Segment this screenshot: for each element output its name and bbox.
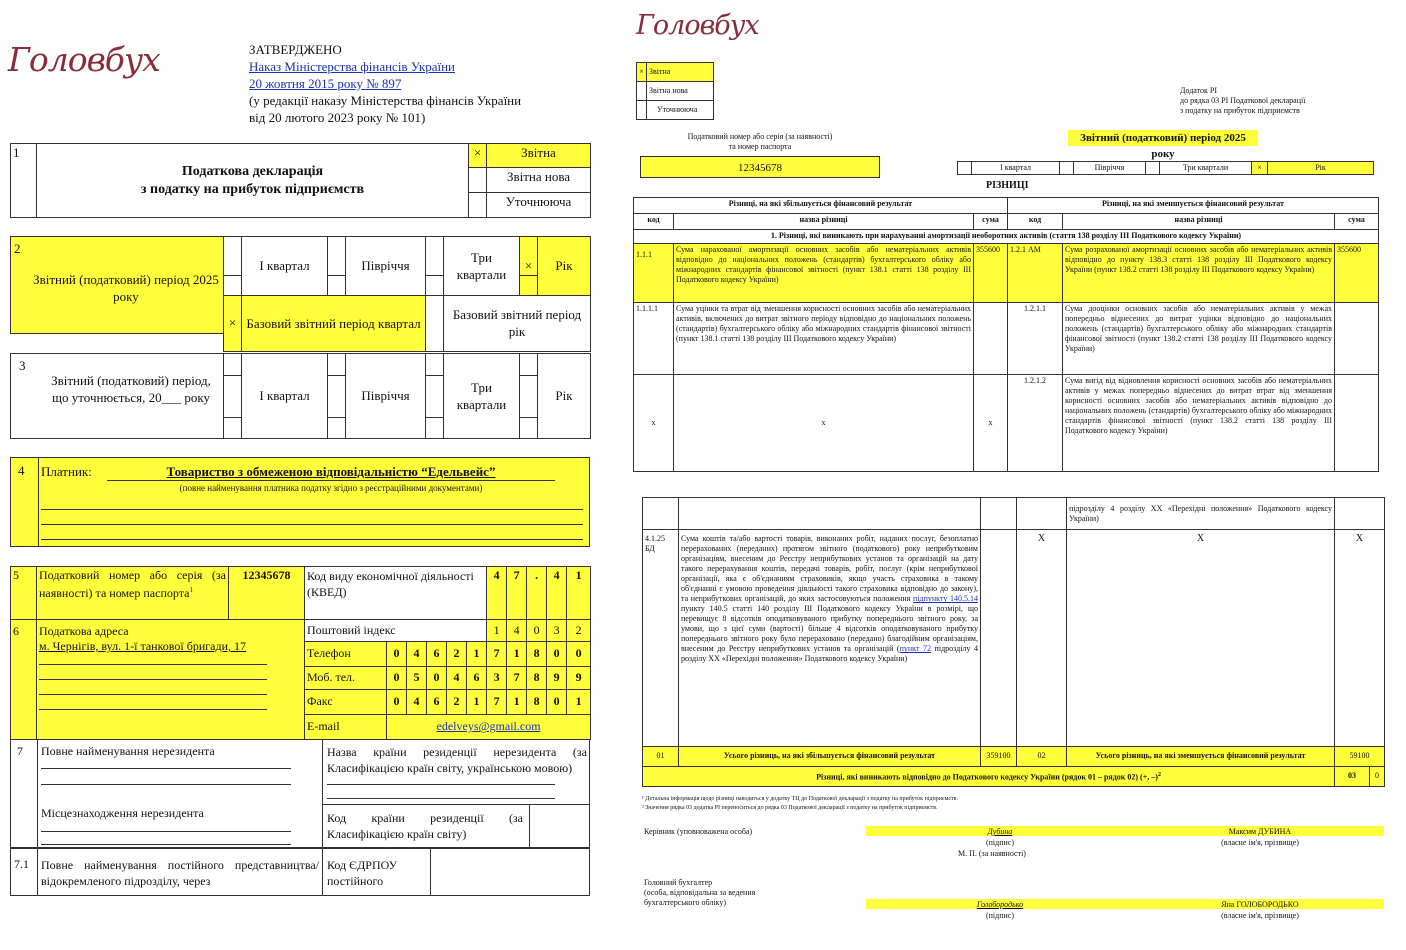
annex-l2: до рядка 03 РІ Податкової декларації <box>1180 96 1306 105</box>
section-71-box <box>10 848 590 896</box>
r425-x-1: X <box>1017 530 1067 746</box>
differences-table <box>633 197 1379 472</box>
revision-line-1: (у редакції наказу Міністерства фінансів України <box>249 93 522 108</box>
revision-line-2: від 20 лютого 2023 року № 101) <box>249 110 426 125</box>
section-6-num: 6 <box>11 619 37 739</box>
accountant-l1: Головний бухгалтер <box>644 878 713 887</box>
representative-label: Повне найменування постійного представництва/відокремленого підрозділу, через <box>41 858 319 888</box>
mobile-digit: 7 <box>507 666 527 689</box>
phone-digit: 4 <box>407 642 427 666</box>
kved-digit: . <box>527 567 547 620</box>
type-new-checkbox[interactable] <box>469 168 487 193</box>
section-3-table <box>223 353 591 439</box>
mobile-digit: 8 <box>527 666 547 689</box>
fax-digit: 6 <box>427 690 447 714</box>
r425-code: 4.1.25 БД <box>643 530 679 746</box>
head-signature: Дубина <box>987 827 1013 836</box>
r2-text: Сума уцінки та втрат від зменшення корисності основних засобів або нематеріальних активів, включених до витрат звітного періоду відповідно до національних положень (стандартів) бухгалтерського обліку або міжнародних стандартів фінансової звітності (пункт 138.1 статті 138 розділу ІІІ Податкового кодексу України) <box>674 303 974 375</box>
accountant-l2: (особа, відповідальна за ведення <box>644 888 756 897</box>
fax-digit: 0 <box>547 690 567 714</box>
payer-name-note: (повне найменування платника податку згідно з реєстраційними документами) <box>179 483 483 493</box>
rp-half: Півріччя <box>1074 162 1146 175</box>
phone-digit: 1 <box>467 642 487 666</box>
section-7-num: 7 <box>17 744 23 758</box>
final-sup: 2 <box>1157 772 1161 779</box>
s2-base-year: Базовий звітний період рік <box>444 295 591 351</box>
order-link[interactable]: Наказ Міністерства фінансів України <box>249 59 455 74</box>
differences-title: РІЗНИЦІ <box>986 180 1029 191</box>
r425-x-2: X <box>1067 530 1335 746</box>
declaration-title-1: Податкова декларація <box>181 163 324 179</box>
rp-q3: Три квартали <box>1160 162 1252 175</box>
final-label: Різниці, які виникають відповідно до Податкового кодексу України (рядок 01 – рядок 02) (+, –) <box>816 772 1158 782</box>
taxnum-label-2: та номер паспорта <box>728 142 792 151</box>
phone-digit: 0 <box>387 642 407 666</box>
annex-note <box>1180 86 1305 116</box>
section-71-num: 7.1 <box>14 857 29 871</box>
tax-address-label: Податкова адреса <box>39 623 129 638</box>
golovbukh-logo-right: Головбух <box>636 10 759 41</box>
total-inc-code: 01 <box>643 746 679 766</box>
email-link[interactable]: edelveys@gmail.com <box>387 714 591 739</box>
mobile-label: Моб. тел. <box>305 666 387 689</box>
col-sum: сума <box>974 213 1008 229</box>
kved-digit: 4 <box>487 567 507 620</box>
payer-label: Платник: <box>41 464 92 479</box>
r3-x-2: x <box>674 375 974 472</box>
phone-digit: 6 <box>427 642 447 666</box>
top-text: підрозділу 4 розділу ХХ «Перехідні положення» Податкового кодексу України) <box>1067 498 1335 530</box>
footnote-2: ² Значення рядка 03 додатка РІ переноситься до рядка 03 Податкової декларації з податку на прибуток підприємств. <box>642 805 938 811</box>
total-dec-sum: 59100 <box>1335 746 1385 766</box>
section-1-heading: 1. Різниці, які виникають при нарахуванні амортизації необоротних активів (стаття 138 розділу ІІІ Податкового кодексу України) <box>634 229 1379 244</box>
col-name-2: назва різниці <box>1063 213 1335 229</box>
nonresident-location-label: Місцезнаходження нерезидента <box>41 806 204 820</box>
approved-title: ЗАТВЕРДЖЕНО <box>249 42 342 57</box>
fax-digit: 7 <box>487 690 507 714</box>
type-new-label: Звітна нова <box>487 168 591 193</box>
fax-digit: 2 <box>447 690 467 714</box>
fax-digit: 1 <box>467 690 487 714</box>
report-type-mark[interactable]: × <box>637 63 647 82</box>
s2-q1: I квартал <box>242 237 328 296</box>
mobile-digit: 0 <box>387 666 407 689</box>
tax-number-value: 12345678 <box>229 567 305 620</box>
s3-year: Рік <box>538 354 591 439</box>
r3-code-2: 1.2.1.2 <box>1008 375 1063 472</box>
col-name: назва різниці <box>674 213 974 229</box>
postal-digit: 0 <box>527 619 547 641</box>
r425-text-b: пункту 140.5 статті 140 розділу ІІІ Податкового кодексу України в розмірі, що перевищує 8 відсотків оподатковуваного прибутку попереднього звітного року, за умови, що з цієї суми (вартості) більше 4 відсотків оподатковуваного прибутку попереднього звітного року було перераховано (передано) благодійним організаціям, внесеним до Реєстру неприбуткових установ та організацій ( <box>681 604 978 654</box>
phone-digit: 1 <box>507 642 527 666</box>
r1-text-2: Сума розрахованої амортизації основних засобів або нематеріальних активів відповідно до пункту 138.3 статті 138 розділу ІІІ Податкового кодексу України (пункт 138.2 статті 138 розділу ІІІ Податкового кодексу України) <box>1063 244 1335 303</box>
section-1-num: 1 <box>11 144 37 218</box>
section-1-table <box>10 143 591 218</box>
col-code-2: код <box>1008 213 1063 229</box>
s2-base-year-checkbox[interactable] <box>426 295 444 351</box>
r3-x-3: x <box>974 375 1008 472</box>
s2-base-quarter: Базовий звітний період квартал <box>242 295 426 351</box>
phone-label: Телефон <box>305 642 387 666</box>
report-type-1: Звітна <box>647 63 714 82</box>
section-2-table <box>223 236 591 352</box>
email-label: E-mail <box>305 714 387 739</box>
s3-q1: I квартал <box>242 354 328 439</box>
nonresident-name-label: Повне найменування нерезидента <box>41 744 215 758</box>
fax-digit: 4 <box>407 690 427 714</box>
type-clarifying-label: Уточнююча <box>487 193 591 218</box>
accountant-label <box>644 878 755 908</box>
mobile-digit: 6 <box>467 666 487 689</box>
mobile-digit: 4 <box>447 666 467 689</box>
report-type-3: Уточнююча <box>647 101 714 120</box>
mobile-digit: 5 <box>407 666 427 689</box>
phone-digit: 0 <box>567 642 591 666</box>
postal-label: Поштовий індекс <box>305 619 487 641</box>
mobile-digit: 9 <box>547 666 567 689</box>
report-type-table <box>636 62 714 120</box>
r425-text-a: Сума коштів та/або вартості товарів, виконаних робіт, наданих послуг, безоплатно перерахованих (переданих) протягом звітного (податкового) року неприбутковим організаціям, внесеним до Реєстру неприбуткових установ та організацій на дату такого перерахування коштів, передачі товарів, робіт, послуг (крім неприбуткової організації, яка є об'єднанням страховиків, якщо участь страховика в такому об'єднанні є умовою проведення діяльності такого страховика відповідно до закону), та неприбуткових організацій, до яких застосовуються положення <box>681 534 978 604</box>
period-table <box>957 161 1374 175</box>
fax-digit: 0 <box>387 690 407 714</box>
declaration-title-2: з податку на прибуток підприємств <box>140 181 365 197</box>
head-increase: Різниці, на які збільшується фінансовий результат <box>634 198 1008 214</box>
r1-code: 1.1.1 <box>634 244 674 303</box>
section-7-box <box>10 740 590 848</box>
seal-note: М. П. (за наявності) <box>958 849 1026 858</box>
report-type-2-checkbox[interactable] <box>637 82 647 101</box>
r425-link-2[interactable]: пункт 72 <box>899 644 931 654</box>
fax-label: Факс <box>305 690 387 714</box>
total-dec-label: Усього різниць, на які зменшується фінансовий результат <box>1067 746 1335 766</box>
payer-name[interactable]: Товариство з обмеженою відповідальністю “Едельвейс” <box>107 464 555 481</box>
s2-base-quarter-checkbox[interactable]: × <box>224 295 242 351</box>
taxnum-label-1: Податковий номер або серія (за наявності) <box>687 132 833 141</box>
type-clarifying-checkbox[interactable] <box>469 193 487 218</box>
kved-label: Код виду економічної діяльності (КВЕД) <box>305 567 487 620</box>
s2-q3: Три квартали <box>444 237 520 296</box>
phone-digit: 0 <box>547 642 567 666</box>
residence-country-label: Назва країни резиденції нерезидента (за Класифікацією країн світу, українською мовою) <box>327 745 587 775</box>
r1-code-2: 1.2.1 АМ <box>1008 244 1063 303</box>
report-type-2: Звітна нова <box>647 82 714 101</box>
rp-year-checkbox[interactable]: × <box>1252 162 1268 175</box>
annex-l3: з податку на прибуток підприємств <box>1180 106 1300 115</box>
r425-text <box>679 530 981 746</box>
postal-digit: 2 <box>567 619 591 641</box>
fax-digit: 1 <box>507 690 527 714</box>
report-type-3-checkbox[interactable] <box>637 101 647 120</box>
approval-block <box>249 41 521 126</box>
accountant-name-caption: (власне ім'я, прізвище) <box>1221 911 1299 920</box>
section-5-6-table <box>10 566 591 740</box>
final-value: 0 <box>1369 767 1384 786</box>
r2-code: 1.1.1.1 <box>634 303 674 375</box>
phone-digit: 2 <box>447 642 467 666</box>
order-date-link[interactable]: 20 жовтня 2015 року № 897 <box>249 76 402 91</box>
head-decrease: Різниці, на які зменшується фінансовий результат <box>1008 198 1379 214</box>
accountant-sig-caption: (підпис) <box>985 911 1014 920</box>
postal-digit: 1 <box>487 619 507 641</box>
accountant-signature: Голобородько <box>976 900 1024 909</box>
taxnum-label <box>640 132 880 152</box>
mobile-digit: 0 <box>427 666 447 689</box>
section-3-label-box <box>10 353 224 439</box>
total-inc-label: Усього різниць, на які збільшується фінансовий результат <box>679 746 981 766</box>
golovbukh-logo: Головбух <box>8 40 160 79</box>
kved-digit: 7 <box>507 567 527 620</box>
head-sig-caption: (підпис) <box>985 838 1014 847</box>
head-label: Керівник (уповноважена особа) <box>644 827 753 836</box>
r3-text-2: Сума вигід від відновлення корисності основних засобів або нематеріальних активів у межах попередньо віднесених до витрат втрат від зменшення корисності основних засобів або нематеріальних активів відповідно до національних положень (стандартів) бухгалтерського обліку або міжнародних стандартів фінансової звітності (пункт 138.2 статті 138 розділу ІІІ Податкового кодексу України) <box>1063 375 1335 472</box>
tax-number-label: Податковий номер або серія (за наявності) та номер паспорта <box>39 568 226 600</box>
r1-text: Сума нарахованої амортизації основних засобів або нематеріальних активів відповідно до національних положень (стандартів) бухгалтерського обліку або міжнародних стандартів фінансової звітності (пункт 138.1 статті 138 розділу ІІІ Податкового кодексу України) <box>674 244 974 303</box>
section-5-num: 5 <box>11 567 37 620</box>
fax-digit: 8 <box>527 690 547 714</box>
r425-text-c: підрозділу 4 розділу ХХ «Перехідні положення» Податкового кодексу України) <box>681 644 978 664</box>
total-inc-sum: 359100 <box>981 746 1017 766</box>
country-code-label: Код країни резиденції (за Класифікацією країн світу) <box>327 811 523 841</box>
accountant-name: Яна ГОЛОБОРОДЬКО <box>1221 900 1299 909</box>
section-2-label-box <box>10 236 224 334</box>
taxnum-value: 12345678 <box>640 156 880 178</box>
annex-l1: Додаток РІ <box>1180 86 1218 95</box>
r1-sum: 355600 <box>974 244 1008 303</box>
kved-digit: 4 <box>547 567 567 620</box>
total-dec-code: 02 <box>1017 746 1067 766</box>
s3-half: Півріччя <box>346 354 426 439</box>
footnotes <box>642 795 958 813</box>
section-4-num: 4 <box>18 463 25 478</box>
r2-text-2: Сума дооцінки основних засобів або нематеріальних активів у межах попередньо віднесених до витрат уцінки відповідно до національних положень (стандартів) бухгалтерського обліку або міжнародних стандартів фінансової звітності (пункт 138.2 статті 138 розділу ІІІ Податкового кодексу України) <box>1063 303 1335 375</box>
col-sum-2: сума <box>1335 213 1379 229</box>
tax-number-sup: 1 <box>189 586 193 594</box>
footnote-1: ¹ Детальна інформація щодо різниці наводиться у додатку ТЦ до Податкової декларації з податку на прибуток підприємств. <box>642 796 958 802</box>
period-title: Звітний (податковий) період 2025 року <box>1068 130 1258 146</box>
col-code: код <box>634 213 674 229</box>
declaration-title <box>37 144 469 218</box>
tax-address-value: м. Чернігів, вул. 1-ї танкової бригади, 17 <box>39 638 247 653</box>
head-name: Максим ДУБИНА <box>1228 827 1292 836</box>
s3-q3: Три квартали <box>444 354 520 439</box>
section-4-box <box>10 457 590 547</box>
kved-digit: 1 <box>567 567 591 620</box>
s2-half: Півріччя <box>346 237 426 296</box>
section-2-label: Звітний (податковий) період 2025 року <box>33 272 219 304</box>
postal-digit: 4 <box>507 619 527 641</box>
fax-digit: 1 <box>567 690 591 714</box>
type-reporting-checkbox[interactable]: × <box>469 144 487 168</box>
section-3-label: Звітний (податковий) період, що уточнюється, 20___ року <box>51 373 211 405</box>
edrpou-label: Код ЄДРПОУ постійного <box>327 858 398 888</box>
differences-table-2 <box>642 497 1385 787</box>
s2-year-checkbox[interactable]: × <box>520 257 538 276</box>
r1-sum-2: 355600 <box>1335 244 1379 303</box>
r425-x-3: X <box>1335 530 1385 746</box>
r3-x-1: x <box>634 375 674 472</box>
head-name-caption: (власне ім'я, прізвище) <box>1221 838 1299 847</box>
phone-digit: 7 <box>487 642 507 666</box>
final-code: 03 <box>1348 770 1356 780</box>
r425-link-1[interactable]: підпункту 140.5.14 <box>913 594 978 604</box>
rp-q1: I квартал <box>972 162 1060 175</box>
section-2-num: 2 <box>14 241 21 256</box>
section-3-num: 3 <box>19 358 26 373</box>
rp-year: Рік <box>1268 162 1374 175</box>
mobile-digit: 9 <box>567 666 591 689</box>
type-reporting-label: Звітна <box>487 144 591 168</box>
s2-year: Рік <box>538 237 591 296</box>
r2-code-2: 1.2.1.1 <box>1008 303 1063 375</box>
phone-digit: 8 <box>527 642 547 666</box>
mobile-digit: 3 <box>487 666 507 689</box>
accountant-l3: бухгалтерського обліку) <box>644 898 726 907</box>
postal-digit: 3 <box>547 619 567 641</box>
